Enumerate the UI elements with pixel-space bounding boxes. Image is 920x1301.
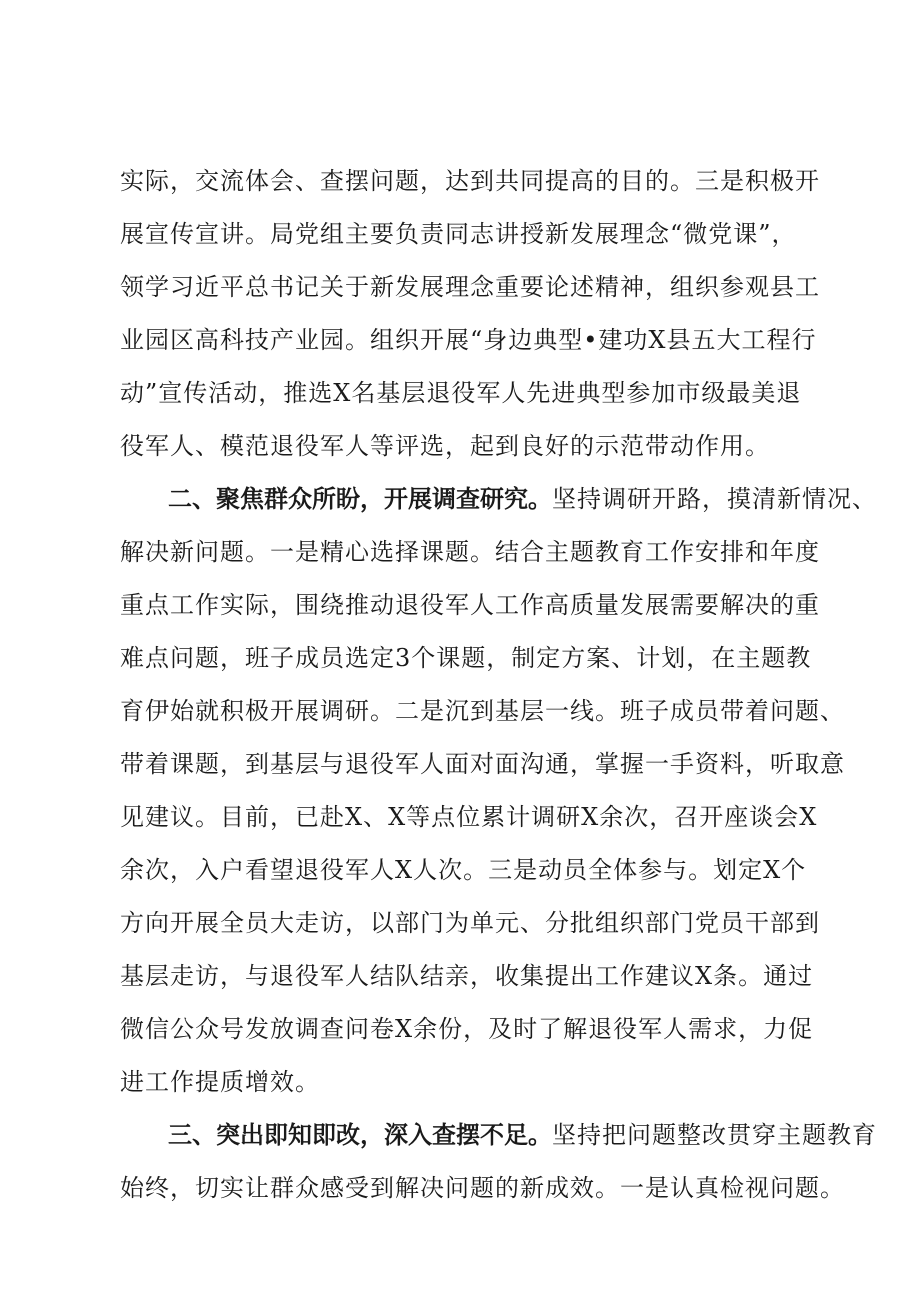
- paragraph-first-line: [168, 1119, 877, 1151]
- text-line: 方向开展全员大走访，以部门为单元、分批组织部门党员干部到: [120, 909, 820, 937]
- text-line: 进工作提质增效。: [120, 1068, 320, 1096]
- text-line: 解决新问题。一是精心选择课题。结合主题教育工作安排和年度: [120, 538, 820, 566]
- text-line: 见建议。目前，已赴X、X等点位累计调研X余次，召开座谈会X: [120, 803, 818, 831]
- text-line: 业园区高科技产业园。组织开展“身边典型•建功X县五大工程行: [120, 326, 817, 354]
- text-line: 带着课题，到基层与退役军人面对面沟通，掌握一手资料，听取意: [120, 750, 845, 778]
- text-line: 实际，交流体会、查摆问题，达到共同提高的目的。三是积极开: [120, 167, 820, 195]
- text-line: 动”宣传活动，推选X名基层退役军人先进典型参加市级最美退: [120, 379, 802, 407]
- text-line: 余次，入户看望退役军人X人次。三是动员全体参与。划定X个: [120, 856, 807, 884]
- text-line: 微信公众号发放调查问卷X余份，及时了解退役军人需求，力促: [120, 1015, 814, 1043]
- text-run: 坚持把问题整改贯穿主题教育: [552, 1121, 877, 1149]
- text-line: 始终，切实让群众感受到解决问题的新成效。一是认真检视问题。: [120, 1174, 845, 1202]
- text-line: 重点工作实际，围绕推动退役军人工作高质量发展需要解决的重: [120, 591, 820, 619]
- text-line: 役军人、模范退役军人等评选，起到良好的示范带动作用。: [120, 432, 770, 460]
- text-line: 展宣传宣讲。局党组主要负责同志讲授新发展理念“微党课”，: [120, 220, 797, 248]
- text-run: 坚持调研开路，摸清新情况、: [552, 485, 877, 513]
- paragraph-first-line: [168, 483, 877, 515]
- section-heading: 二、聚焦群众所盼，开展调查研究。: [168, 485, 552, 513]
- text-line: 难点问题，班子成员选定3个课题，制定方案、计划，在主题教: [120, 644, 812, 672]
- text-line: 育伊始就积极开展调研。二是沉到基层一线。班子成员带着问题、: [120, 697, 845, 725]
- section-heading: 三、突出即知即改，深入查摆不足。: [168, 1121, 552, 1149]
- text-line: 领学习近平总书记关于新发展理念重要论述精神，组织参观县工: [120, 273, 820, 301]
- text-line: 基层走访，与退役军人结队结亲，收集提出工作建议X条。通过: [120, 962, 814, 990]
